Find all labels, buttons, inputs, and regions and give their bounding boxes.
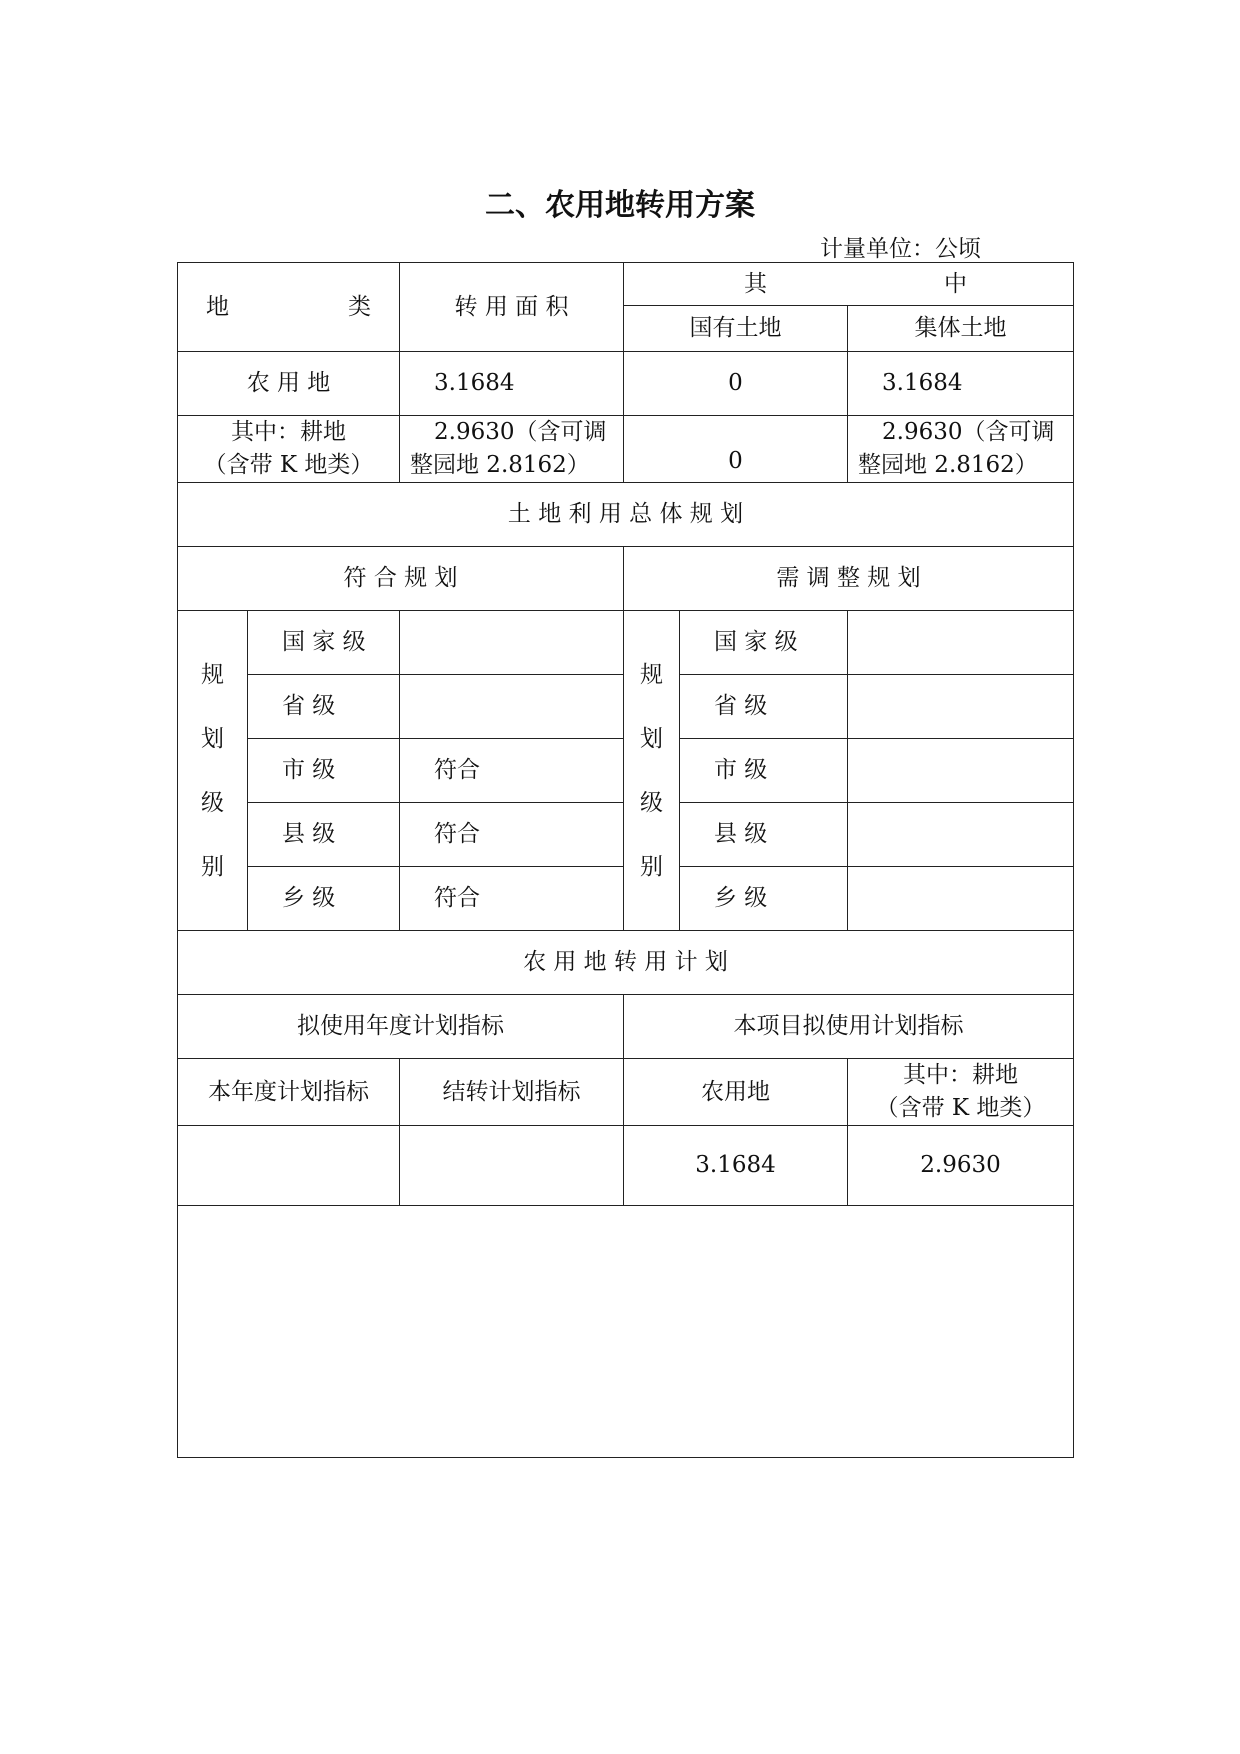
level-county-right: 县 级 [680,803,848,867]
arable-area-line1: 2.9630（含可调 [434,419,607,445]
arable-header-line1: 其中：耕地 [903,1062,1018,1088]
adjust-value-province [848,675,1074,739]
level-national-left: 国 家 级 [248,611,400,675]
planning-section-title: 土 地 利 用 总 体 规 划 [178,483,1074,547]
conversion-table [177,262,1074,1458]
plan-level-label-left [178,611,248,931]
conform-value-national [400,611,624,675]
arable-label-line2: （含带 K 地类） [203,452,374,478]
farm-land-area: 3.1684 [400,352,624,416]
conform-value-province [400,675,624,739]
page-title: 二、农用地转用方案 [485,188,755,223]
arable-collective-line2: 整园地 2.8162） [858,452,1038,478]
arable-land-area [400,416,624,483]
current-year-value [178,1126,400,1206]
plan-level-char: 别 [640,853,663,880]
header-land-type [178,263,400,352]
header-land-type-right: 类 [348,293,371,320]
unit-label: 计量单位：公顷 [820,236,981,262]
level-township-right: 乡 级 [680,867,848,931]
arable-land-label [178,416,400,483]
level-national-right: 国 家 级 [680,611,848,675]
adjust-value-county [848,803,1074,867]
arable-collective-line1: 2.9630（含可调 [882,419,1055,445]
level-county-left: 县 级 [248,803,400,867]
current-year-header: 本年度计划指标 [178,1059,400,1126]
header-land-type-left: 地 [206,293,229,320]
arable-value: 2.9630 [848,1126,1074,1206]
conform-value-county: 符合 [400,803,624,867]
level-city-left: 市 级 [248,739,400,803]
farm-land-state: 0 [624,352,848,416]
header-of-which-left: 其 [744,270,767,297]
annual-indicator-header: 拟使用年度计划指标 [178,995,624,1059]
arable-header [848,1059,1074,1126]
adjust-value-city [848,739,1074,803]
header-of-which [624,263,1074,306]
project-indicator-header: 本项目拟使用计划指标 [624,995,1074,1059]
conform-plan-title: 符 合 规 划 [178,547,624,611]
farm-land-collective: 3.1684 [848,352,1074,416]
conform-value-township: 符合 [400,867,624,931]
carryover-header: 结转计划指标 [400,1059,624,1126]
conversion-plan-title: 农 用 地 转 用 计 划 [178,931,1074,995]
plan-level-char: 级 [640,789,663,816]
arable-land-state: 0 [624,416,848,483]
adjust-value-national [848,611,1074,675]
plan-level-char: 划 [201,725,224,752]
level-province-right: 省 级 [680,675,848,739]
farm-land-header: 农用地 [624,1059,848,1126]
arable-header-line2: （含带 K 地类） [875,1095,1046,1121]
header-collective-land: 集体土地 [848,306,1074,352]
level-township-left: 乡 级 [248,867,400,931]
arable-area-line2: 整园地 2.8162） [410,452,590,478]
arable-land-collective [848,416,1074,483]
level-province-left: 省 级 [248,675,400,739]
conform-value-city: 符合 [400,739,624,803]
level-city-right: 市 级 [680,739,848,803]
blank-area [178,1206,1074,1458]
plan-level-char: 级 [201,789,224,816]
header-of-which-right: 中 [944,270,967,297]
plan-level-char: 规 [640,661,663,688]
farm-land-value: 3.1684 [624,1126,848,1206]
farm-land-label: 农 用 地 [178,352,400,416]
adjust-value-township [848,867,1074,931]
header-area: 转 用 面 积 [400,263,624,352]
header-state-land: 国有土地 [624,306,848,352]
arable-label-line1: 其中：耕地 [231,419,346,445]
adjust-plan-title: 需 调 整 规 划 [624,547,1074,611]
plan-level-char: 划 [640,725,663,752]
plan-level-char: 别 [201,853,224,880]
plan-level-label-right [624,611,680,931]
carryover-value [400,1126,624,1206]
plan-level-char: 规 [201,661,224,688]
